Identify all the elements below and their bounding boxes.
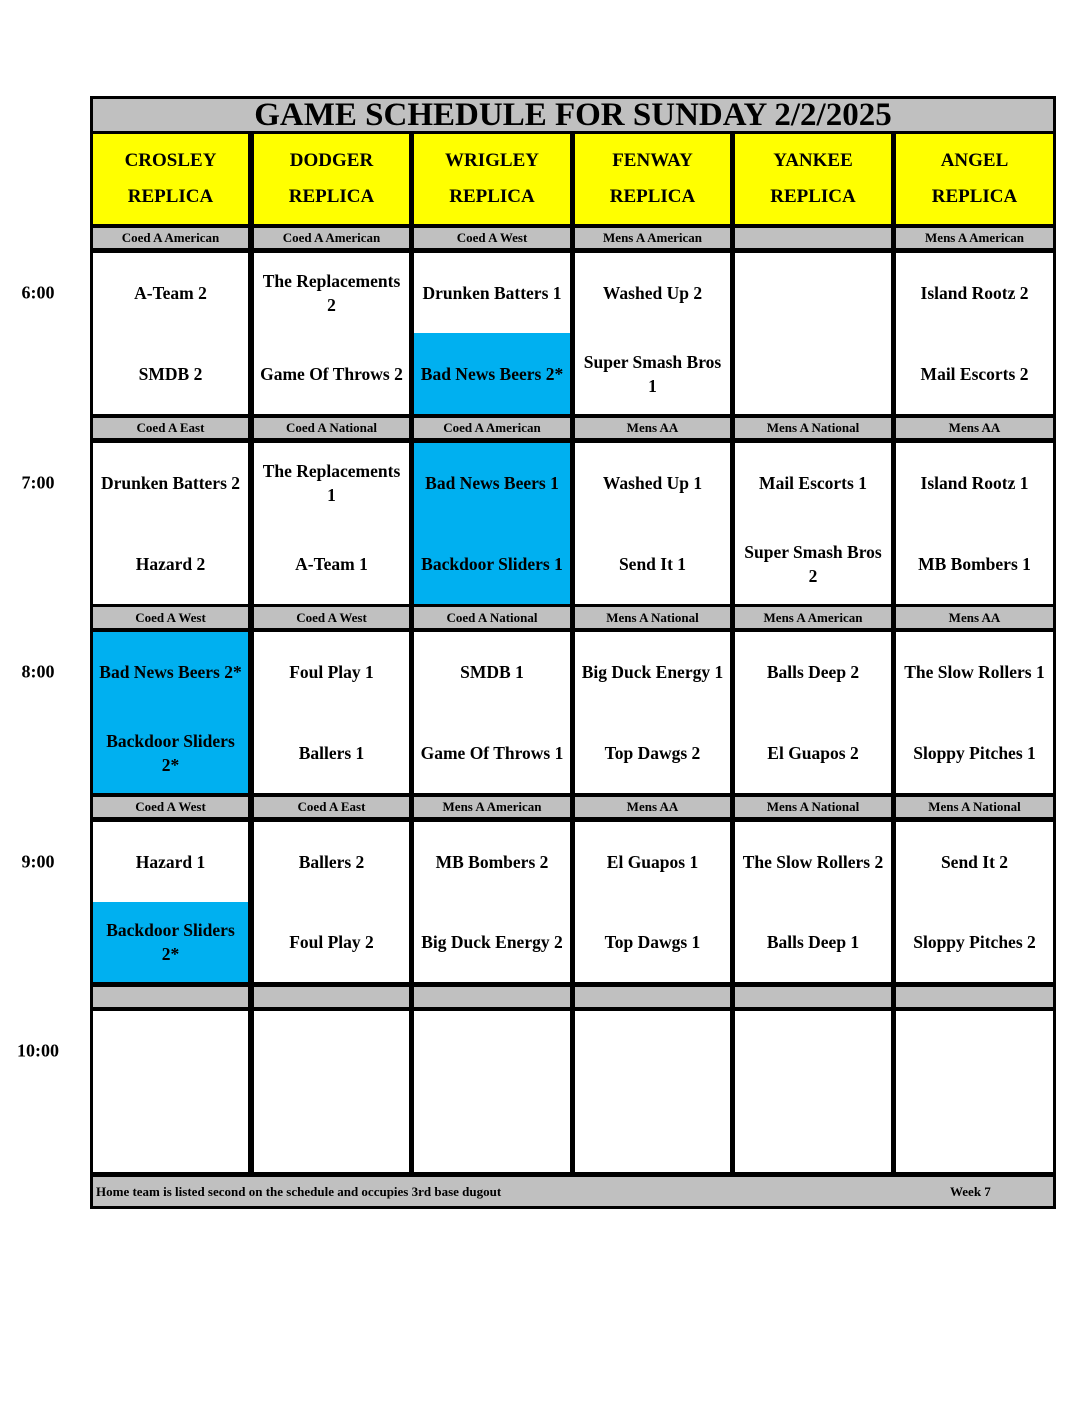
away-team — [254, 1011, 409, 1091]
home-team: SMDB 2 — [93, 333, 248, 414]
away-team — [896, 1011, 1053, 1091]
time-label: 6:00 — [21, 282, 55, 303]
away-team: A-Team 2 — [93, 253, 248, 333]
home-team: Balls Deep 1 — [735, 902, 891, 982]
field-header — [896, 134, 1053, 224]
away-team — [735, 253, 891, 333]
away-team — [575, 1011, 730, 1091]
away-team: Island Rootz 1 — [896, 443, 1053, 523]
away-team: The Slow Rollers 2 — [735, 822, 891, 902]
division-label: Coed A American — [254, 228, 409, 248]
time-label: 8:00 — [21, 661, 55, 682]
division-label: Mens A National — [735, 418, 891, 438]
division-label: Coed A West — [414, 228, 570, 248]
field-type: REPLICA — [770, 186, 856, 207]
division-label: Mens AA — [896, 607, 1053, 628]
division-label — [575, 987, 730, 1007]
home-team: Sloppy Pitches 1 — [896, 712, 1053, 793]
away-team: Hazard 1 — [93, 822, 248, 902]
home-team: Sloppy Pitches 2 — [896, 902, 1053, 982]
division-label — [896, 987, 1053, 1007]
home-team: Super Smash Bros 2 — [735, 523, 891, 604]
home-team — [93, 1091, 248, 1172]
away-team — [735, 1011, 891, 1091]
away-team: Washed Up 1 — [575, 443, 730, 523]
home-team: A-Team 1 — [254, 523, 409, 604]
field-name: DODGER — [289, 150, 374, 171]
division-label: Mens A American — [735, 607, 891, 628]
field-type: REPLICA — [127, 186, 214, 207]
division-label: Mens A National — [735, 797, 891, 817]
home-team: Big Duck Energy 2 — [414, 902, 570, 982]
division-label — [414, 987, 570, 1007]
home-team: Send It 1 — [575, 523, 730, 604]
footer-bar — [93, 1177, 1053, 1206]
away-team: Bad News Beers 1 — [414, 443, 570, 523]
away-team: Drunken Batters 2 — [93, 443, 248, 523]
home-team: Game Of Throws 1 — [414, 712, 570, 793]
away-team: The Replacements 1 — [254, 443, 409, 523]
home-team — [575, 1091, 730, 1172]
division-label: Mens A American — [575, 228, 730, 248]
away-team: Bad News Beers 2* — [93, 632, 248, 712]
field-name: FENWAY — [612, 150, 693, 171]
time-label: 9:00 — [21, 851, 55, 872]
field-type: REPLICA — [609, 186, 696, 207]
division-label: Coed A East — [254, 797, 409, 817]
division-label: Mens A American — [896, 228, 1053, 248]
home-team: Backdoor Sliders 2* — [93, 902, 248, 982]
field-header — [414, 134, 570, 224]
division-label — [735, 228, 891, 248]
away-team: Send It 2 — [896, 822, 1053, 902]
field-type: REPLICA — [449, 186, 535, 207]
week-label: Week 7 — [950, 1184, 991, 1199]
home-team — [254, 1091, 409, 1172]
division-label: Mens AA — [575, 418, 730, 438]
home-team: Ballers 1 — [254, 712, 409, 793]
home-team: Hazard 2 — [93, 523, 248, 604]
field-header — [575, 134, 730, 224]
schedule-table — [90, 96, 1056, 1209]
division-label — [93, 987, 248, 1007]
away-team: Balls Deep 2 — [735, 632, 891, 712]
away-team: Mail Escorts 1 — [735, 443, 891, 523]
field-name: WRIGLEY — [445, 150, 539, 171]
away-team: The Replacements 2 — [254, 253, 409, 333]
home-team: Mail Escorts 2 — [896, 333, 1053, 414]
division-label: Coed A American — [414, 418, 570, 438]
division-label: Mens A National — [896, 797, 1053, 817]
footer-note: Home team is listed second on the schedule and occupies 3rd base dugout — [96, 1183, 502, 1199]
division-label: Coed A West — [254, 607, 409, 628]
division-label: Coed A West — [93, 607, 248, 628]
home-team: Backdoor Sliders 2* — [93, 712, 248, 793]
home-team — [735, 1091, 891, 1172]
time-label: 7:00 — [21, 472, 55, 493]
division-label: Coed A West — [93, 797, 248, 817]
home-team: Backdoor Sliders 1 — [414, 523, 570, 604]
division-label: Coed A East — [93, 418, 248, 438]
away-team: Drunken Batters 1 — [414, 253, 570, 333]
division-label: Coed A American — [93, 228, 248, 248]
time-label: 10:00 — [17, 1040, 59, 1061]
field-type: REPLICA — [288, 186, 375, 207]
home-team: Top Dawgs 2 — [575, 712, 730, 793]
field-name: YANKEE — [773, 150, 853, 171]
home-team: Game Of Throws 2 — [254, 333, 409, 414]
field-name: ANGEL — [940, 150, 1009, 171]
home-team — [735, 333, 891, 414]
division-label — [735, 987, 891, 1007]
home-team: MB Bombers 1 — [896, 523, 1053, 604]
division-label: Mens A National — [575, 607, 730, 628]
schedule-title: GAME SCHEDULE FOR SUNDAY 2/2/2025 — [93, 99, 1053, 131]
division-label — [254, 987, 409, 1007]
away-team: Washed Up 2 — [575, 253, 730, 333]
away-team: El Guapos 1 — [575, 822, 730, 902]
field-type: REPLICA — [931, 186, 1018, 207]
division-label: Coed A National — [414, 607, 570, 628]
away-team: Foul Play 1 — [254, 632, 409, 712]
division-label: Mens AA — [896, 418, 1053, 438]
away-team: Ballers 2 — [254, 822, 409, 902]
away-team: The Slow Rollers 1 — [896, 632, 1053, 712]
away-team: Big Duck Energy 1 — [575, 632, 730, 712]
home-team: Super Smash Bros 1 — [575, 333, 730, 414]
away-team — [414, 1011, 570, 1091]
field-header — [254, 134, 409, 224]
home-team: Bad News Beers 2* — [414, 333, 570, 414]
home-team — [414, 1091, 570, 1172]
away-team — [93, 1011, 248, 1091]
home-team: El Guapos 2 — [735, 712, 891, 793]
field-header — [93, 134, 248, 224]
home-team: Top Dawgs 1 — [575, 902, 730, 982]
division-label: Mens A American — [414, 797, 570, 817]
division-label: Mens AA — [575, 797, 730, 817]
away-team: SMDB 1 — [414, 632, 570, 712]
field-name: CROSLEY — [124, 150, 217, 171]
away-team: MB Bombers 2 — [414, 822, 570, 902]
field-header — [735, 134, 891, 224]
away-team: Island Rootz 2 — [896, 253, 1053, 333]
division-label: Coed A National — [254, 418, 409, 438]
home-team: Foul Play 2 — [254, 902, 409, 982]
home-team — [896, 1091, 1053, 1172]
